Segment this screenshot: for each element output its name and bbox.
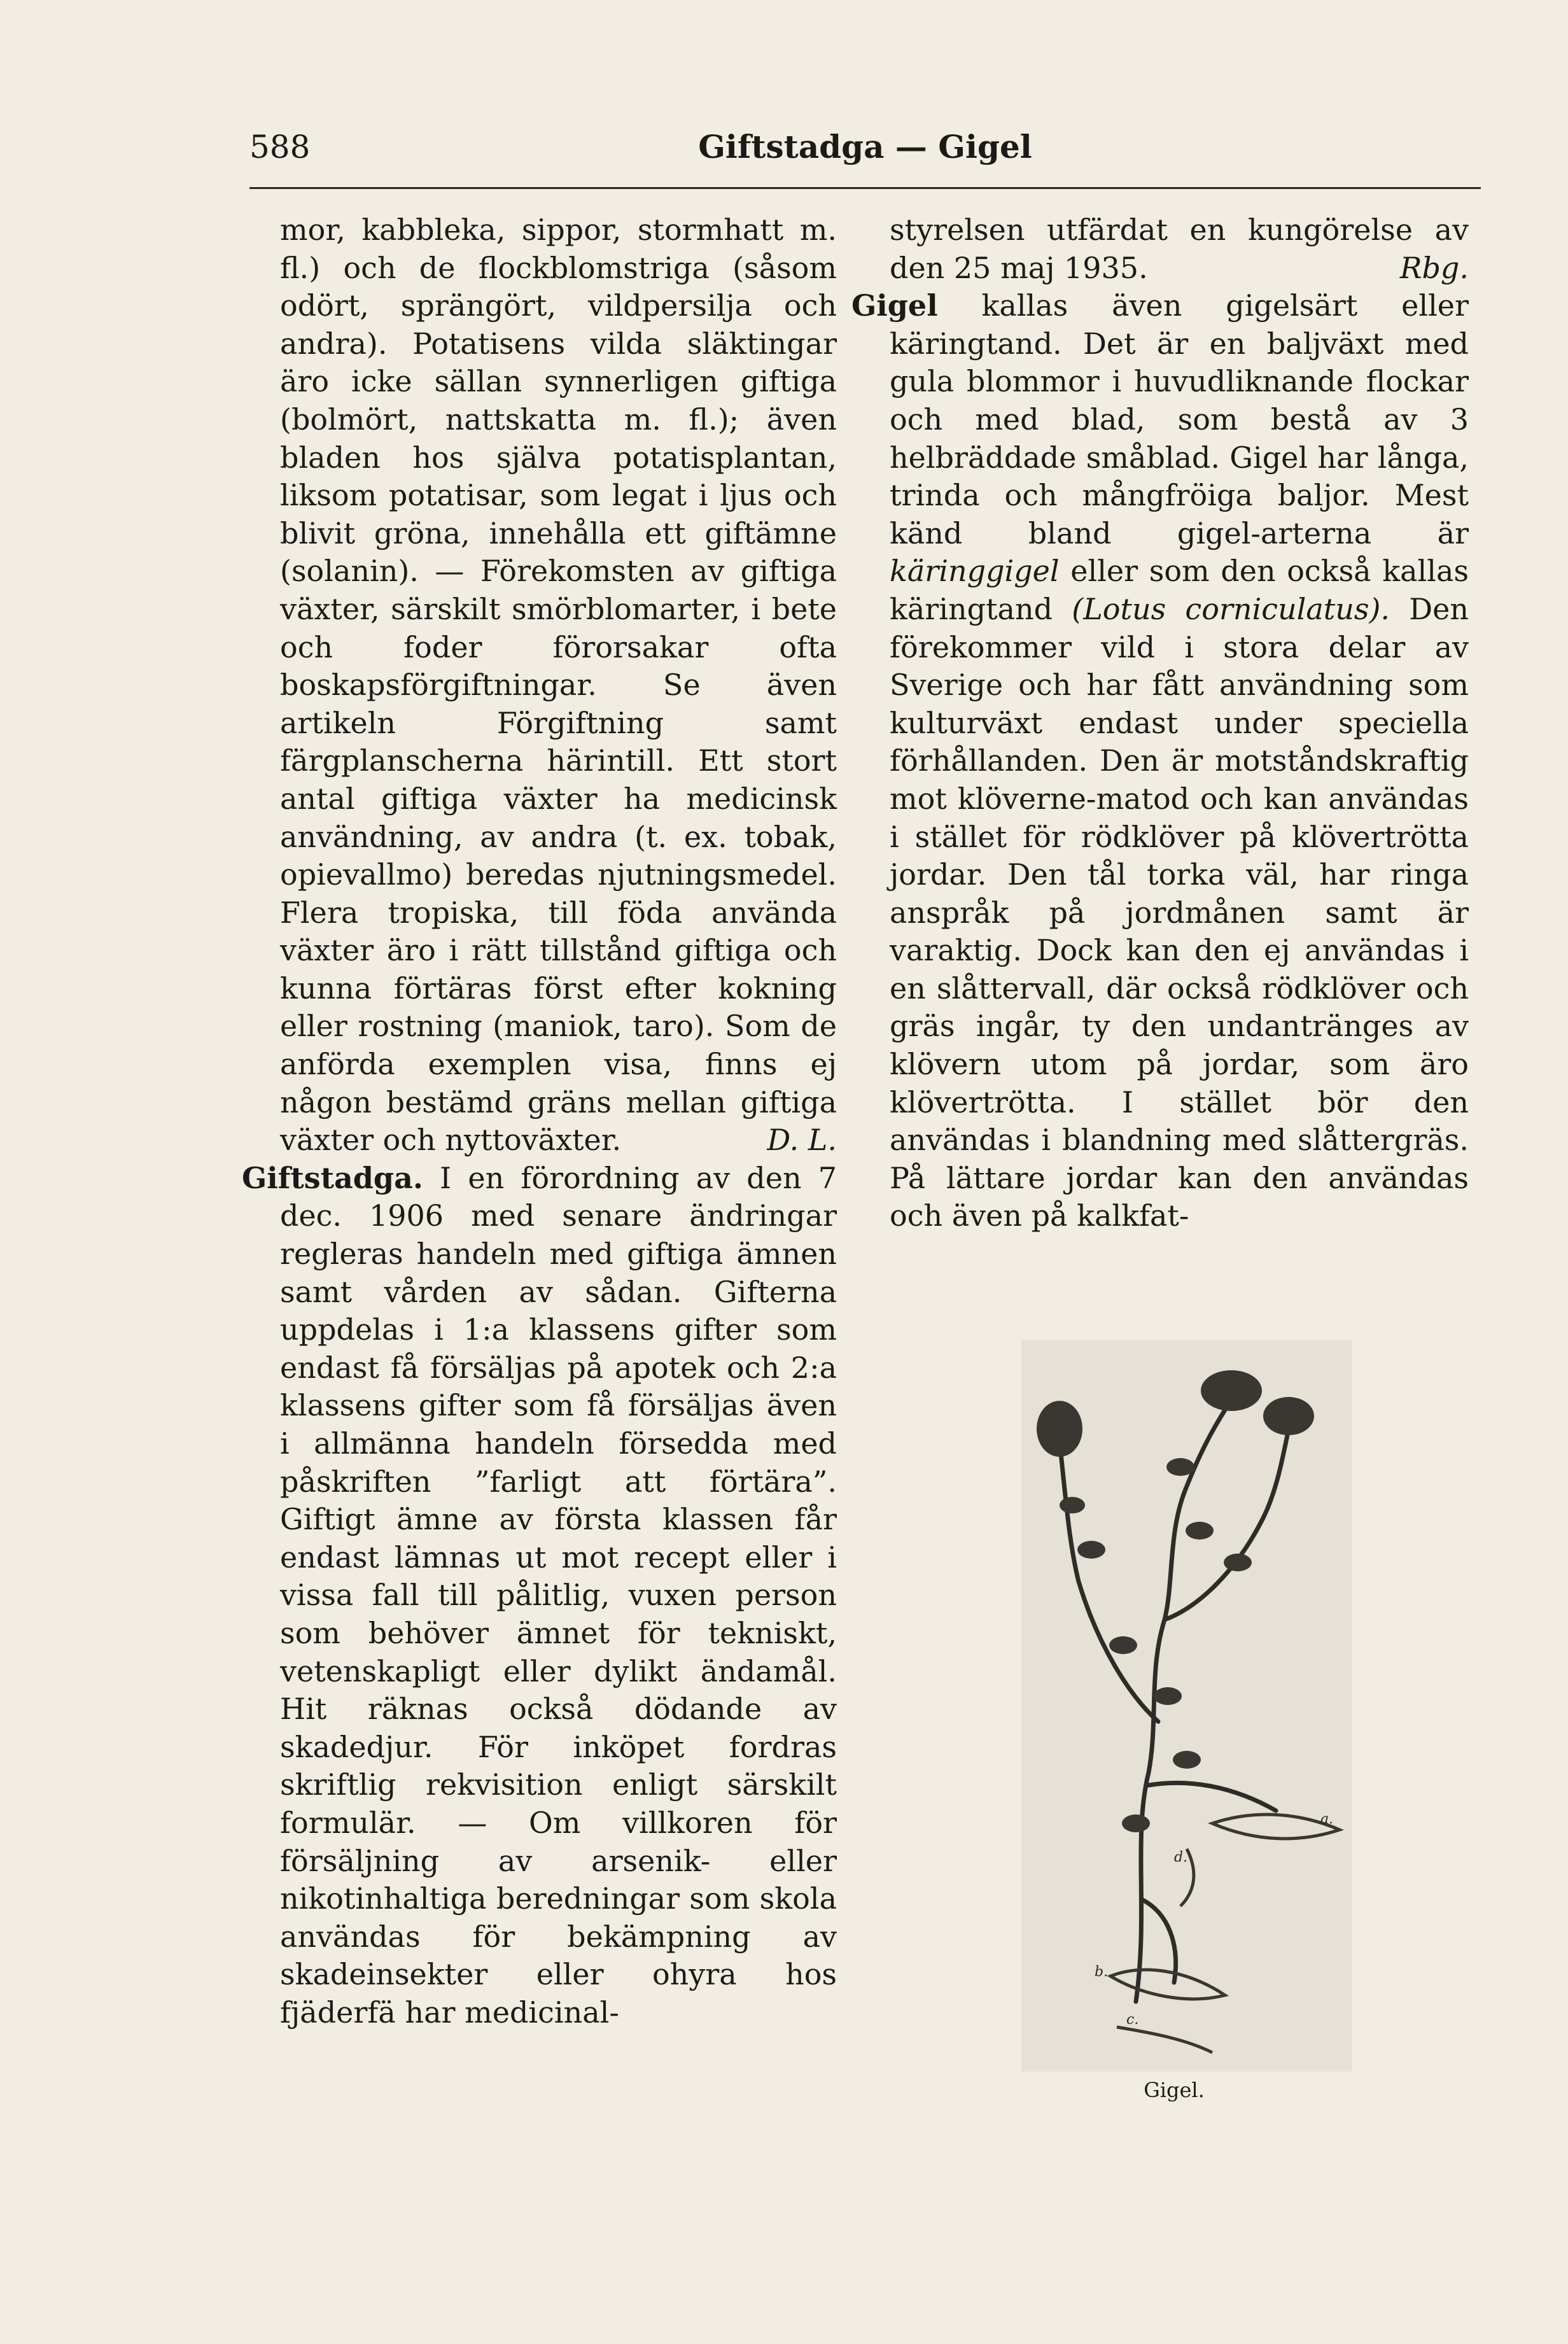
figure-label-a: a.: [1320, 1811, 1334, 1827]
plant-illustration: [1021, 1340, 1352, 2072]
author-signature: D. L.: [767, 1123, 837, 1158]
running-head: Giftstadga — Gigel: [698, 128, 1032, 165]
author-signature: Rbg.: [1399, 250, 1469, 285]
left-column: [242, 211, 837, 2032]
paragraph-text: styrelsen utfärdat en kungörelse av den 25 maj 1935.: [890, 213, 1469, 285]
figure-label-d: d.: [1174, 1849, 1188, 1865]
species-name: käringgigel: [890, 554, 1060, 589]
leaf: [1166, 1458, 1194, 1476]
entry-text: eller som den också kallas käringtand: [890, 554, 1469, 626]
headword: Gigel: [851, 288, 938, 323]
entry-text: Den förekommer vild i stora delar av Sverige och har fått användning som kulturväxt endast under speciella förhållanden. Den är motståndskraftig mot klöverne-matod och kan användas i stället för rödklöver på klövertrötta jordar. Den tål torka väl, har ringa anspråk på jordmånen samt är varaktig. Dock kan den ej användas i en slåttervall, där också rödklöver och gräs ingår, ty den undantränges av klövern utom på jordar, som äro klövertrötta. I stället bör den användas i blandning med slåttergräs. På lättare jordar kan den användas och även på kalkfat-: [890, 591, 1469, 1233]
right-column: [851, 211, 1469, 1235]
figure-label-c: c.: [1126, 2012, 1139, 2028]
leaf: [1060, 1497, 1085, 1513]
lotus-corniculatus-drawing: [1021, 1340, 1352, 2072]
leaf: [1186, 1522, 1214, 1540]
entry-text: kallas även gigelsärt eller käringtand. Det är en baljväxt med gula blommor i huvudliknande flockar och med blad, som bestå av 3 helbräddade småblad. Gigel har långa, trinda och mångfröiga baljor. Mest känd bland gigel-arterna är: [890, 288, 1469, 551]
entry-gigel: [851, 287, 1469, 1235]
page-header: [249, 125, 1481, 169]
leaf: [1173, 1751, 1201, 1769]
entry-text: I en förordning av den 7 dec. 1906 med senare ändringar regleras handeln med giftiga ämnen samt vården av sådan. Gifterna uppdelas i 1:a klassens gifter som endast få försäljas på apotek och 2:a klassens gifter som få försäljas även i allmänna handeln försedda med påskriften ”farligt att förtära”. Giftigt ämne av första klassen får endast lämnas ut mot recept eller i vissa fall till pålitlig, vuxen person som behöver ämnet för tekniskt, vetenskapligt eller dylikt ändamål. Hit räknas också dödande av skadedjur. För inköpet fordras skriftlig rekvisition enligt särskilt formulär. — Om villkoren för försäljning av arsenik- eller nikotinhaltiga beredningar som skola användas för bekämpning av skadeinsekter eller ohyra hos fjäderfä har medicinal-: [280, 1160, 837, 2030]
paragraph-text: mor, kabbleka, sippor, stormhatt m. fl.) och de flockblomstriga (såsom odört, sprängört, vildpersilja och andra). Potatisens vilda släktingar äro icke sällan synnerligen giftiga (bolmört, nattskatta m. fl.); även bladen hos själva potatisplantan, liksom potatisar, som legat i ljus och blivit gröna, innehålla ett giftämne (solanin). — Förekomsten av giftiga växter, särskilt smörblomarter, i bete och foder förorsakar ofta boskapsförgiftningar. Se även artikeln Förgiftning samt färgplanscherna härintill. Ett stort antal giftiga växter ha medicinsk användning, av andra (t. ex. tobak, opievallmo) beredas njutningsmedel. Flera tropiska, till föda använda växter äro i rätt tillstånd giftiga och kunna förtäras först efter kokning eller rostning (maniok, taro). Som de anförda exemplen visa, finns ej någon bestämd gräns mellan giftiga växter och nyttoväxter.: [280, 213, 837, 1158]
headword: Giftstadga.: [242, 1160, 423, 1195]
leaf: [1224, 1554, 1252, 1571]
page-number: 588: [249, 129, 311, 165]
entry-giftstadga: [242, 1160, 837, 2032]
latin-name: (Lotus corniculatus).: [1072, 591, 1390, 626]
leaf: [1109, 1636, 1137, 1654]
leaf: [1154, 1687, 1182, 1705]
flower-head-right: [1263, 1397, 1314, 1435]
leaf: [1077, 1541, 1105, 1559]
paragraph-giftiga-vaxter: [280, 211, 837, 1160]
figure-caption: Gigel.: [1144, 2078, 1205, 2102]
paragraph-continuation: [890, 211, 1469, 287]
leaf: [1122, 1814, 1150, 1832]
figure-label-b: b.: [1095, 1964, 1109, 1980]
header-rule: [249, 187, 1481, 189]
flower-head-left: [1037, 1401, 1082, 1457]
flower-head-top: [1201, 1370, 1262, 1411]
